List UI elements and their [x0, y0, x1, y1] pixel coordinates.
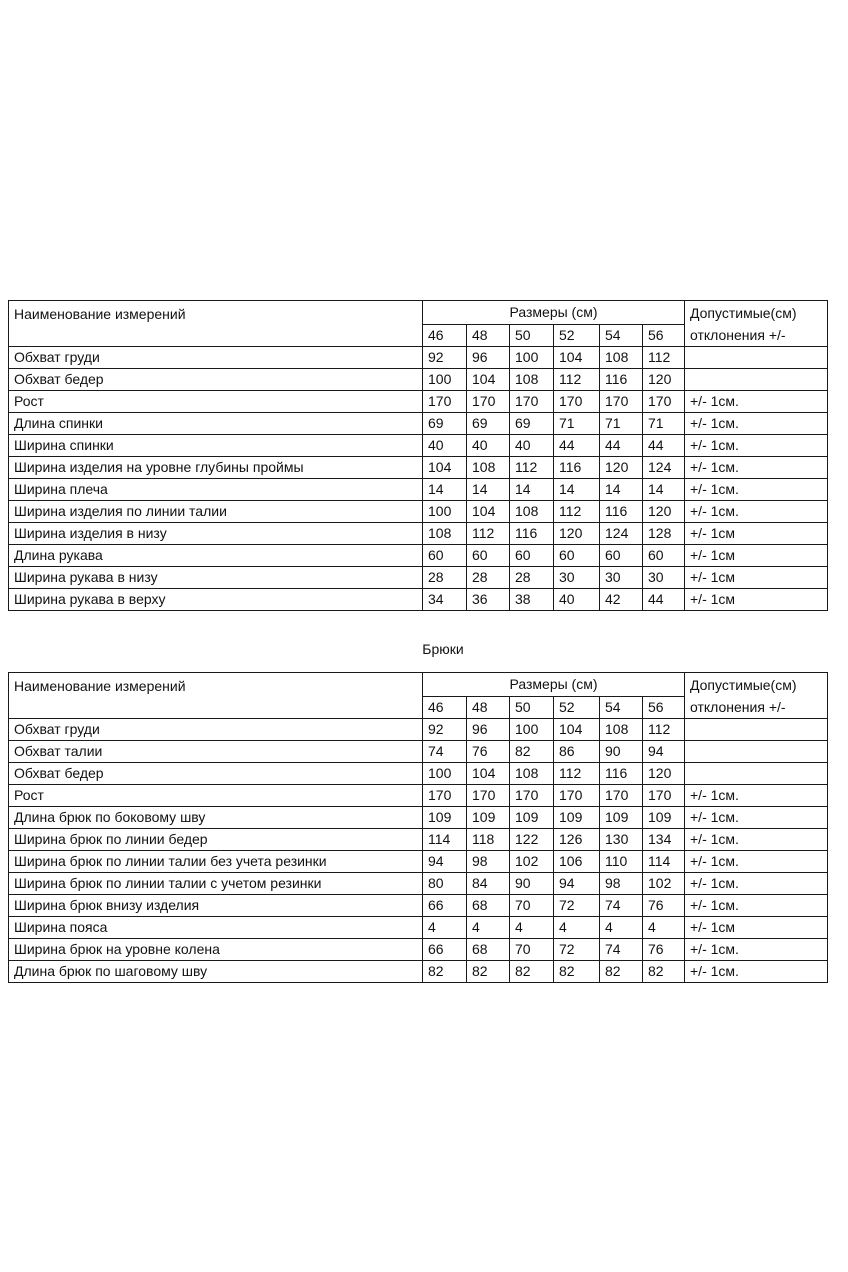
- measurement-name: Ширина брюк по линии талии с учетом резинки: [9, 872, 423, 894]
- measurement-value: 94: [554, 872, 600, 894]
- measurement-name: Ширина изделия на уровне глубины проймы: [9, 456, 423, 478]
- table-row: [9, 916, 828, 938]
- measurement-value: 60: [510, 544, 554, 566]
- tolerance-value: +/- 1см.: [685, 938, 828, 960]
- size-cell: 48: [467, 696, 510, 718]
- measurement-value: 66: [423, 894, 467, 916]
- table-row: [9, 960, 828, 982]
- measurement-value: 60: [600, 544, 643, 566]
- table-row: [9, 894, 828, 916]
- measurement-value: 60: [423, 544, 467, 566]
- measurement-value: 40: [467, 434, 510, 456]
- measurement-value: 112: [554, 500, 600, 522]
- measurement-value: 108: [510, 762, 554, 784]
- measurement-value: 104: [467, 500, 510, 522]
- tolerance-value: +/- 1см: [685, 588, 828, 610]
- measurement-value: 4: [510, 916, 554, 938]
- measurement-value: 120: [643, 500, 685, 522]
- size-cell: 52: [554, 696, 600, 718]
- sizes-row: [9, 696, 828, 718]
- size-cell: 52: [554, 324, 600, 346]
- measurement-value: 40: [510, 434, 554, 456]
- measurement-value: 100: [510, 346, 554, 368]
- table-row: [9, 740, 828, 762]
- measurement-value: 94: [643, 740, 685, 762]
- size-cell: 56: [643, 324, 685, 346]
- table-row: [9, 368, 828, 390]
- measurement-value: 114: [423, 828, 467, 850]
- measurement-value: 112: [643, 346, 685, 368]
- table-row: [9, 478, 828, 500]
- measurement-value: 68: [467, 938, 510, 960]
- tolerance-value: +/- 1см.: [685, 894, 828, 916]
- measurement-value: 108: [600, 718, 643, 740]
- measurement-value: 104: [554, 718, 600, 740]
- sizes-row: [9, 324, 828, 346]
- measurement-value: 170: [510, 784, 554, 806]
- measurement-value: 116: [600, 368, 643, 390]
- measurement-value: 114: [643, 850, 685, 872]
- size-cell: 56: [643, 696, 685, 718]
- tolerance-value: +/- 1см.: [685, 806, 828, 828]
- measurement-value: 82: [554, 960, 600, 982]
- measurement-value: 4: [600, 916, 643, 938]
- tolerance-value: +/- 1см.: [685, 828, 828, 850]
- measurement-value: 96: [467, 346, 510, 368]
- measurement-value: 14: [423, 478, 467, 500]
- table-row: [9, 784, 828, 806]
- header-row: [9, 301, 828, 325]
- measurement-value: 69: [423, 412, 467, 434]
- measurement-value: 70: [510, 938, 554, 960]
- measurement-value: 120: [600, 456, 643, 478]
- measurement-value: 170: [643, 784, 685, 806]
- table-row: [9, 346, 828, 368]
- measurement-name: Ширина пояса: [9, 916, 423, 938]
- section-title-trousers: Брюки: [422, 641, 464, 657]
- measurement-value: 109: [554, 806, 600, 828]
- measurement-value: 112: [467, 522, 510, 544]
- measurement-name: Ширина рукава в низу: [9, 566, 423, 588]
- size-cell: 50: [510, 324, 554, 346]
- measurement-value: 34: [423, 588, 467, 610]
- table-row: [9, 872, 828, 894]
- measurement-name: Ширина изделия в низу: [9, 522, 423, 544]
- measurement-value: 69: [510, 412, 554, 434]
- measurement-name: Ширина рукава в верху: [9, 588, 423, 610]
- measurement-name: Ширина брюк на уровне колена: [9, 938, 423, 960]
- tolerance-value: +/- 1см.: [685, 850, 828, 872]
- size-table-top: [8, 300, 828, 611]
- tolerance-value: +/- 1см.: [685, 434, 828, 456]
- measurement-value: 112: [554, 762, 600, 784]
- size-cell: 48: [467, 324, 510, 346]
- measurement-value: 120: [643, 762, 685, 784]
- measurement-value: 66: [423, 938, 467, 960]
- measurement-value: 170: [510, 390, 554, 412]
- table-row: [9, 500, 828, 522]
- table-row: [9, 806, 828, 828]
- size-cell: 46: [423, 696, 467, 718]
- tolerance-value: +/- 1см.: [685, 784, 828, 806]
- measurement-value: 30: [554, 566, 600, 588]
- measurement-value: 170: [600, 784, 643, 806]
- measurement-value: 116: [510, 522, 554, 544]
- measurement-value: 38: [510, 588, 554, 610]
- measurement-value: 82: [510, 960, 554, 982]
- measurement-value: 110: [600, 850, 643, 872]
- measurement-value: 112: [554, 368, 600, 390]
- tolerance-value: +/- 1см: [685, 916, 828, 938]
- tolerance-value: [685, 718, 828, 740]
- table-body-top: [9, 301, 828, 611]
- measurement-value: 74: [600, 938, 643, 960]
- measurement-value: 82: [510, 740, 554, 762]
- table-row: [9, 828, 828, 850]
- measurement-value: 108: [510, 500, 554, 522]
- measurement-value: 76: [643, 894, 685, 916]
- measurement-value: 82: [600, 960, 643, 982]
- measurement-name: Ширина плеча: [9, 478, 423, 500]
- measurement-value: 14: [643, 478, 685, 500]
- measurement-value: 28: [510, 566, 554, 588]
- tolerance-header-line2: отклонения +/-: [685, 324, 828, 346]
- measurement-value: 170: [423, 390, 467, 412]
- measurement-value: 80: [423, 872, 467, 894]
- measurement-value: 102: [510, 850, 554, 872]
- measurement-value: 170: [423, 784, 467, 806]
- measurement-value: 60: [467, 544, 510, 566]
- measurement-value: 104: [423, 456, 467, 478]
- measurement-value: 74: [600, 894, 643, 916]
- measurement-value: 104: [467, 368, 510, 390]
- measurement-value: 170: [467, 784, 510, 806]
- measurement-value: 30: [600, 566, 643, 588]
- measurement-value: 134: [643, 828, 685, 850]
- measurement-name: Длина рукава: [9, 544, 423, 566]
- measurement-value: 40: [554, 588, 600, 610]
- measurement-value: 90: [600, 740, 643, 762]
- measurement-name: Рост: [9, 784, 423, 806]
- header-row: [9, 673, 828, 697]
- measurement-value: 82: [467, 960, 510, 982]
- measurement-value: 100: [510, 718, 554, 740]
- measurement-value: 40: [423, 434, 467, 456]
- measurement-value: 76: [643, 938, 685, 960]
- tolerance-value: +/- 1см.: [685, 872, 828, 894]
- tolerance-value: +/- 1см.: [685, 478, 828, 500]
- measurement-value: 44: [554, 434, 600, 456]
- measurement-value: 71: [643, 412, 685, 434]
- table-row: [9, 390, 828, 412]
- table-row: [9, 850, 828, 872]
- tolerance-value: +/- 1см.: [685, 412, 828, 434]
- measurement-name: Длина спинки: [9, 412, 423, 434]
- table-row: [9, 434, 828, 456]
- measurement-value: 4: [643, 916, 685, 938]
- table-row: [9, 718, 828, 740]
- measurement-value: 74: [423, 740, 467, 762]
- tolerance-value: +/- 1см: [685, 566, 828, 588]
- measurement-value: 14: [510, 478, 554, 500]
- measurement-name: Обхват бедер: [9, 368, 423, 390]
- measurement-value: 28: [467, 566, 510, 588]
- measurement-value: 170: [554, 784, 600, 806]
- measurement-name-header: Наименование измерений: [9, 301, 423, 325]
- measurement-name: Рост: [9, 390, 423, 412]
- table-row: [9, 762, 828, 784]
- measurement-value: 60: [554, 544, 600, 566]
- size-table-bottom: [8, 672, 828, 983]
- measurement-name-header-cont: [9, 696, 423, 718]
- measurement-value: 14: [467, 478, 510, 500]
- measurement-value: 100: [423, 368, 467, 390]
- measurement-value: 70: [510, 894, 554, 916]
- measurement-value: 122: [510, 828, 554, 850]
- measurement-name: Ширина брюк внизу изделия: [9, 894, 423, 916]
- measurement-value: 14: [600, 478, 643, 500]
- measurement-name: Длина брюк по боковому шву: [9, 806, 423, 828]
- measurement-value: 124: [600, 522, 643, 544]
- tolerance-value: +/- 1см: [685, 544, 828, 566]
- measurement-name: Ширина брюк по линии талии без учета резинки: [9, 850, 423, 872]
- table-row: [9, 522, 828, 544]
- table-body-bottom: [9, 673, 828, 983]
- measurement-value: 14: [554, 478, 600, 500]
- measurement-value: 4: [554, 916, 600, 938]
- measurement-value: 76: [467, 740, 510, 762]
- measurement-value: 92: [423, 346, 467, 368]
- measurement-value: 4: [423, 916, 467, 938]
- measurement-value: 104: [554, 346, 600, 368]
- measurement-value: 82: [643, 960, 685, 982]
- size-cell: 54: [600, 324, 643, 346]
- measurement-value: 44: [600, 434, 643, 456]
- measurement-value: 109: [423, 806, 467, 828]
- measurement-value: 104: [467, 762, 510, 784]
- measurement-value: 4: [467, 916, 510, 938]
- measurement-value: 109: [510, 806, 554, 828]
- table-row: [9, 412, 828, 434]
- measurement-value: 112: [510, 456, 554, 478]
- measurement-value: 96: [467, 718, 510, 740]
- measurement-name: Ширина брюк по линии бедер: [9, 828, 423, 850]
- measurement-name: Ширина изделия по линии талии: [9, 500, 423, 522]
- measurement-value: 108: [423, 522, 467, 544]
- measurement-value: 130: [600, 828, 643, 850]
- measurement-value: 128: [643, 522, 685, 544]
- measurement-name-header-cont: [9, 324, 423, 346]
- measurement-value: 126: [554, 828, 600, 850]
- measurement-name: Обхват груди: [9, 718, 423, 740]
- measurement-name: Обхват бедер: [9, 762, 423, 784]
- size-cell: 54: [600, 696, 643, 718]
- measurement-value: 44: [643, 434, 685, 456]
- measurement-name-header: Наименование измерений: [9, 673, 423, 697]
- measurement-value: 108: [600, 346, 643, 368]
- measurement-value: 102: [643, 872, 685, 894]
- measurement-value: 72: [554, 894, 600, 916]
- measurement-value: 94: [423, 850, 467, 872]
- measurement-value: 30: [643, 566, 685, 588]
- measurement-value: 71: [554, 412, 600, 434]
- measurement-value: 84: [467, 872, 510, 894]
- tolerance-value: +/- 1см.: [685, 960, 828, 982]
- measurement-value: 60: [643, 544, 685, 566]
- measurement-value: 86: [554, 740, 600, 762]
- measurement-value: 68: [467, 894, 510, 916]
- measurement-value: 124: [643, 456, 685, 478]
- table-row: [9, 588, 828, 610]
- measurement-value: 108: [510, 368, 554, 390]
- tolerance-header-line2: отклонения +/-: [685, 696, 828, 718]
- sizes-header: Размеры (см): [423, 301, 685, 325]
- measurement-value: 120: [643, 368, 685, 390]
- tolerance-value: +/- 1см.: [685, 390, 828, 412]
- measurement-value: 106: [554, 850, 600, 872]
- tolerance-header-line1: Допустимые(см): [685, 301, 828, 325]
- sizes-header: Размеры (см): [423, 673, 685, 697]
- measurement-value: 42: [600, 588, 643, 610]
- measurement-value: 170: [643, 390, 685, 412]
- tolerance-value: [685, 368, 828, 390]
- tolerance-value: [685, 346, 828, 368]
- measurement-value: 69: [467, 412, 510, 434]
- measurement-value: 170: [554, 390, 600, 412]
- tolerance-header-line1: Допустимые(см): [685, 673, 828, 697]
- measurement-value: 92: [423, 718, 467, 740]
- measurement-value: 116: [600, 500, 643, 522]
- measurement-value: 120: [554, 522, 600, 544]
- measurement-value: 28: [423, 566, 467, 588]
- measurement-name: Длина брюк по шаговому шву: [9, 960, 423, 982]
- measurement-value: 44: [643, 588, 685, 610]
- measurement-value: 90: [510, 872, 554, 894]
- measurement-value: 100: [423, 500, 467, 522]
- measurement-value: 108: [467, 456, 510, 478]
- table-row: [9, 566, 828, 588]
- measurement-value: 98: [467, 850, 510, 872]
- measurement-value: 36: [467, 588, 510, 610]
- measurement-value: 118: [467, 828, 510, 850]
- tolerance-value: +/- 1см.: [685, 500, 828, 522]
- tolerance-value: +/- 1см.: [685, 456, 828, 478]
- table-row: [9, 456, 828, 478]
- tolerance-value: +/- 1см: [685, 522, 828, 544]
- measurement-value: 98: [600, 872, 643, 894]
- measurement-value: 100: [423, 762, 467, 784]
- measurement-value: 109: [467, 806, 510, 828]
- size-cell: 50: [510, 696, 554, 718]
- measurement-value: 82: [423, 960, 467, 982]
- measurement-value: 112: [643, 718, 685, 740]
- tolerance-value: [685, 762, 828, 784]
- measurement-value: 71: [600, 412, 643, 434]
- table-row: [9, 544, 828, 566]
- measurement-name: Обхват талии: [9, 740, 423, 762]
- measurement-value: 72: [554, 938, 600, 960]
- measurement-value: 170: [467, 390, 510, 412]
- table-row: [9, 938, 828, 960]
- measurement-value: 116: [600, 762, 643, 784]
- measurement-value: 116: [554, 456, 600, 478]
- measurement-value: 109: [643, 806, 685, 828]
- size-cell: 46: [423, 324, 467, 346]
- measurement-name: Ширина спинки: [9, 434, 423, 456]
- measurement-name: Обхват груди: [9, 346, 423, 368]
- measurement-value: 109: [600, 806, 643, 828]
- tolerance-value: [685, 740, 828, 762]
- measurement-value: 170: [600, 390, 643, 412]
